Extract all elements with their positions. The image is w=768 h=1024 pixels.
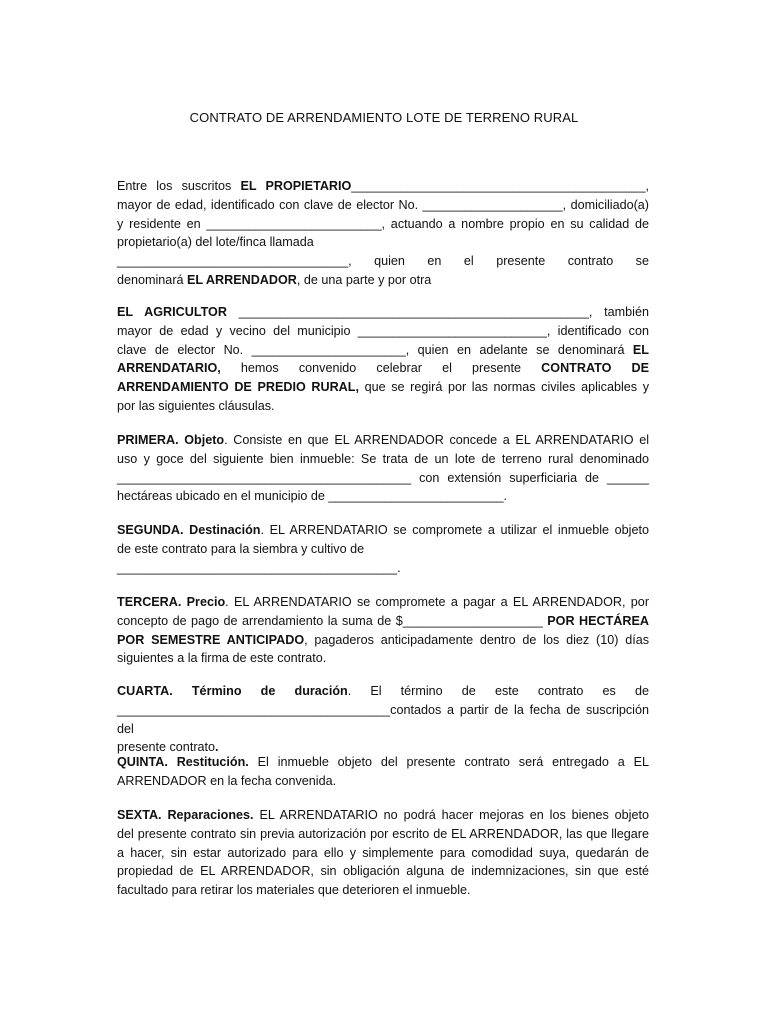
intro-paragraph xyxy=(117,177,649,290)
clause-heading: TERCERA. Precio xyxy=(117,595,226,609)
text-line: denominará EL ARRENDADOR, de una parte y por otra xyxy=(117,272,432,287)
text-line: QUINTA. Restitución. El inmueble objeto del presente contrato será entregado a EL xyxy=(117,755,650,769)
agricultor-paragraph xyxy=(117,303,649,416)
text-line: del presente contrato sin previa autorización por escrito de EL ARRENDADOR, las que llegare xyxy=(117,826,649,841)
clause-heading: QUINTA. Restitución. xyxy=(117,755,249,769)
text-line: __________________________________________ con extensión superficiaria de ______ xyxy=(117,470,649,485)
text-line: uso y goce del siguiente bien inmueble: Se trata de un lote de terreno rural denominado xyxy=(117,451,649,466)
text-line: CUARTA. Término de duración. El término de este contrato es de xyxy=(117,684,649,698)
text-line: por las siguientes cláusulas. xyxy=(117,398,275,413)
clause-heading: SEXTA. Reparaciones. xyxy=(117,808,254,822)
text-line: SEXTA. Reparaciones. EL ARRENDATARIO no podrá hacer mejoras en los bienes objeto xyxy=(117,808,649,822)
text-line: ARRENDADOR en la fecha convenida. xyxy=(117,773,337,788)
text-line: propiedad de EL ARRENDADOR, sin obligación alguna de indemnizaciones, sin que esté xyxy=(117,864,649,879)
clause-sexta xyxy=(117,806,649,900)
clause-cuarta xyxy=(117,682,649,757)
clause-primera xyxy=(117,431,649,506)
clause-quinta xyxy=(117,753,649,791)
text-line: presente contrato. xyxy=(117,740,219,755)
text-line: de este contrato para la siembra y cultivo de xyxy=(117,541,365,556)
clause-tercera xyxy=(117,593,649,668)
text-line: propietario(a) del lote/finca llamada xyxy=(117,235,314,250)
text-line: y residente en _________________________, actuando a nombre propio en su calidad de xyxy=(117,216,649,231)
text-line: a hacer, sin estar autorizado para ello y simplemente para comodidad suya, quedarán de xyxy=(117,845,649,860)
text-line: TERCERA. Precio. EL ARRENDATARIO se compromete a pagar a EL ARRENDADOR, por xyxy=(117,595,650,609)
document-title: CONTRATO DE ARRENDAMIENTO LOTE DE TERRENO RURAL xyxy=(189,110,579,125)
text-line: facultado para retirar los materiales que deterioren el inmueble. xyxy=(117,883,471,898)
text-line: ARRENDAMIENTO DE PREDIO RURAL, que se regirá por las normas civiles aplicables y xyxy=(117,380,650,395)
text-line: POR SEMESTRE ANTICIPADO, pagaderos anticipadamente dentro de los diez (10) días xyxy=(117,632,649,647)
clause-segunda xyxy=(117,521,649,577)
clause-heading: CUARTA. Término de duración xyxy=(117,684,348,698)
text-line: concepto de pago de arrendamiento la suma de $____________________ POR HECTÁREA xyxy=(117,613,649,628)
clause-heading: PRIMERA. Objeto xyxy=(117,433,225,447)
text-line: clave de elector No. ______________________, quien en adelante se denominará EL xyxy=(117,342,649,357)
text-line: siguientes a la firma de este contrato. xyxy=(117,651,327,666)
text-line: _________________________________, quien en el presente contrato se xyxy=(117,254,649,269)
text-line: hectáreas ubicado en el municipio de _________________________. xyxy=(117,489,508,504)
text-line: ________________________________________. xyxy=(117,560,401,575)
text-line: SEGUNDA. Destinación. EL ARRENDATARIO se compromete a utilizar el inmueble objeto xyxy=(117,523,649,537)
clause-heading: SEGUNDA. Destinación xyxy=(117,523,261,537)
text-line: EL AGRICULTOR __________________________________________________, también xyxy=(117,305,649,319)
text-line: _______________________________________contados a partir de la fecha de suscripción del xyxy=(117,702,649,736)
text-line: ARRENDATARIO, hemos convenido celebrar el presente CONTRATO DE xyxy=(117,361,650,376)
text-line: mayor de edad, identificado con clave de elector No. ____________________, domiciliado(a) xyxy=(117,197,649,212)
text-line: Entre los suscritos EL PROPIETARIO__________________________________________, xyxy=(117,179,649,193)
text-line: PRIMERA. Objeto. Consiste en que EL ARRENDADOR concede a EL ARRENDATARIO el xyxy=(117,433,649,447)
text-line: mayor de edad y vecino del municipio ___________________________, identificado con xyxy=(117,323,649,338)
